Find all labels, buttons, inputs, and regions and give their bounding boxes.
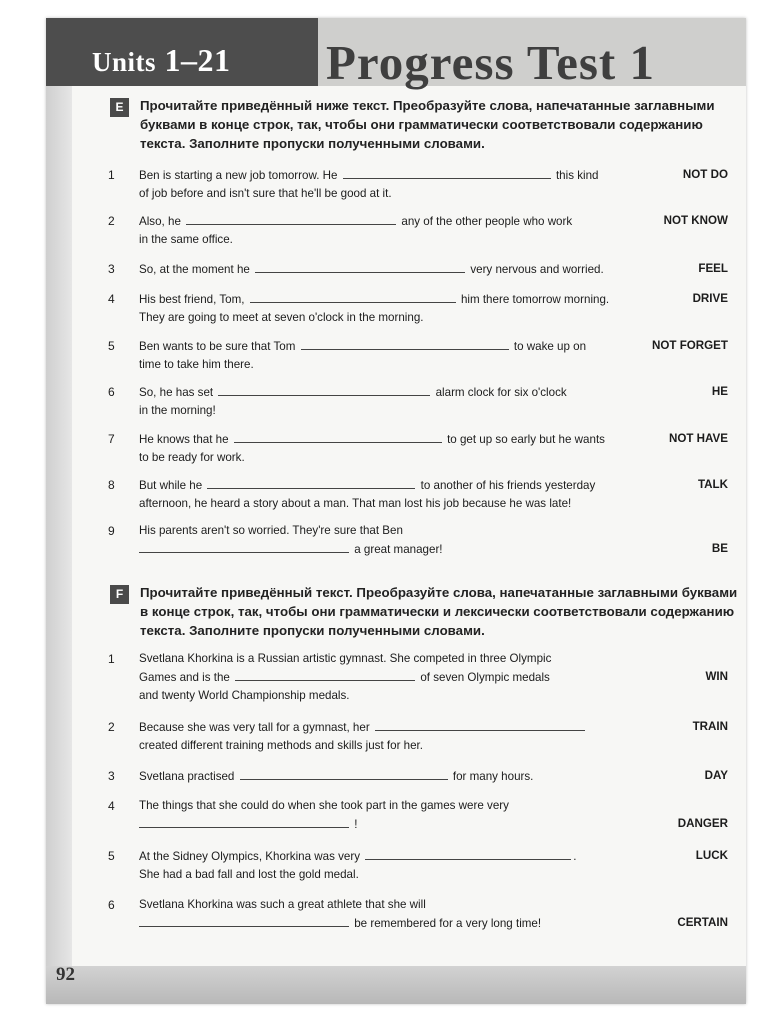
f-item-2-number: 2 [108, 720, 115, 734]
e-item-7-number: 7 [108, 432, 115, 446]
e-item-6-text: So, he has set alarm clock for six o'clock in the morning! [139, 383, 644, 420]
f-item-6-keyword: CERTAIN [677, 916, 728, 929]
units-title [92, 42, 231, 79]
f-item-5-number: 5 [108, 849, 115, 863]
f-item-3-number: 3 [108, 769, 115, 783]
e-item-7-text: He knows that he to get up so early but he wants to be ready for work. [139, 430, 644, 467]
e-item-1-text: Ben is starting a new job tomorrow. He this kind of job before and isn't sure that he'll be good at it. [139, 166, 644, 203]
f-item-4-keyword: DANGER [677, 817, 728, 830]
f-item-4-number: 4 [108, 799, 115, 813]
e-item-8-text: But while he to another of his friends yesterday afternoon, he heard a story about a man. That man lost his job because he was late! [139, 476, 644, 513]
page-gutter [46, 18, 72, 1004]
e-item-6-keyword: HE [711, 385, 728, 398]
f-item-6-text: Svetlana Khorkina was such a great athlete that she will be remembered for a very long time! [139, 898, 542, 930]
f-item-2-keyword: TRAIN [692, 720, 728, 733]
e-item-5-blank[interactable] [301, 337, 509, 350]
f-item-5-keyword: LUCK [695, 849, 728, 862]
section-f-instruction: Прочитайте приведённый текст. Преобразуйте слова, напечатанные заглавными буквами в конце строк, так, чтобы они грамматически и лексически соответствовали содержанию текста. Заполните пропуски полученными словами. [140, 585, 738, 638]
f-item-3-text: Svetlana practised for many hours. [139, 767, 644, 786]
e-item-9-blank[interactable] [139, 540, 349, 553]
e-item-6-blank[interactable] [218, 383, 430, 396]
units-range: 1–21 [164, 42, 231, 78]
e-item-5-keyword: NOT FORGET [652, 339, 728, 352]
f-item-2-text: Because she was very tall for a gymnast, her created different training methods and skills just for her. [139, 718, 644, 755]
f-item-5-blank[interactable] [365, 847, 571, 860]
e-item-9-number: 9 [108, 524, 115, 538]
page-number: 92 [56, 964, 75, 985]
e-item-4-keyword: DRIVE [692, 292, 728, 305]
e-item-5-number: 5 [108, 339, 115, 353]
e-item-4-blank[interactable] [250, 290, 456, 303]
e-item-7-keyword: NOT HAVE [668, 432, 728, 445]
e-item-9-text: His parents aren't so worried. They're sure that Ben a great manager! [139, 524, 443, 556]
e-item-6-number: 6 [108, 385, 115, 399]
f-item-1-blank[interactable] [235, 668, 415, 681]
f-item-4-text: The things that she could do when she took part in the games were very ! [139, 799, 509, 831]
e-item-3-number: 3 [108, 262, 115, 276]
e-item-4-number: 4 [108, 292, 115, 306]
page-footer-band [46, 966, 746, 1004]
f-item-2-blank[interactable] [375, 718, 585, 731]
f-item-1-text: Svetlana Khorkina is a Russian artistic gymnast. She competed in three Olympic Games and is the of seven Olympic medals and twenty World Championship medals. [139, 652, 552, 702]
e-item-3-blank[interactable] [255, 260, 465, 273]
f-item-3-blank[interactable] [240, 767, 448, 780]
e-item-2-number: 2 [108, 214, 115, 228]
e-item-1-number: 1 [108, 168, 115, 182]
e-item-8-number: 8 [108, 478, 115, 492]
e-item-4-text: His best friend, Tom, him there tomorrow morning. They are going to meet at seven o'clock in the morning. [139, 290, 644, 327]
e-item-8-keyword: TALK [697, 478, 728, 491]
e-item-1-keyword: NOT DO [682, 168, 728, 181]
section-f-badge: F [110, 585, 129, 604]
test-title: Progress Test 1 [326, 35, 655, 90]
f-item-6-blank[interactable] [139, 914, 349, 927]
e-item-2-text: Also, he any of the other people who work in the same office. [139, 212, 644, 249]
f-item-3-keyword: DAY [704, 769, 728, 782]
e-item-8-blank[interactable] [207, 476, 415, 489]
e-item-3-keyword: FEEL [698, 262, 728, 275]
e-item-2-keyword: NOT KNOW [663, 214, 728, 227]
section-e-instruction: Прочитайте приведённый ниже текст. Преобразуйте слова, напечатанные заглавными буквами в конце строк, так, чтобы они грамматически соответствовали содержанию текста. Заполните пропуски полученными словами. [140, 98, 715, 151]
e-item-7-blank[interactable] [234, 430, 442, 443]
units-word: Units [92, 47, 157, 77]
section-e-badge: E [110, 98, 129, 117]
f-item-1-keyword: WIN [705, 670, 728, 683]
e-item-9-keyword: BE [711, 542, 728, 555]
e-item-3-text: So, at the moment he very nervous and worried. [139, 260, 644, 279]
e-item-1-blank[interactable] [343, 166, 551, 179]
e-item-5-text: Ben wants to be sure that Tom to wake up on time to take him there. [139, 337, 644, 374]
f-item-6-number: 6 [108, 898, 115, 912]
f-item-5-text: At the Sidney Olympics, Khorkina was very . She had a bad fall and lost the gold medal. [139, 847, 644, 884]
e-item-2-blank[interactable] [186, 212, 396, 225]
f-item-1-number: 1 [108, 652, 115, 666]
f-item-4-blank[interactable] [139, 815, 349, 828]
